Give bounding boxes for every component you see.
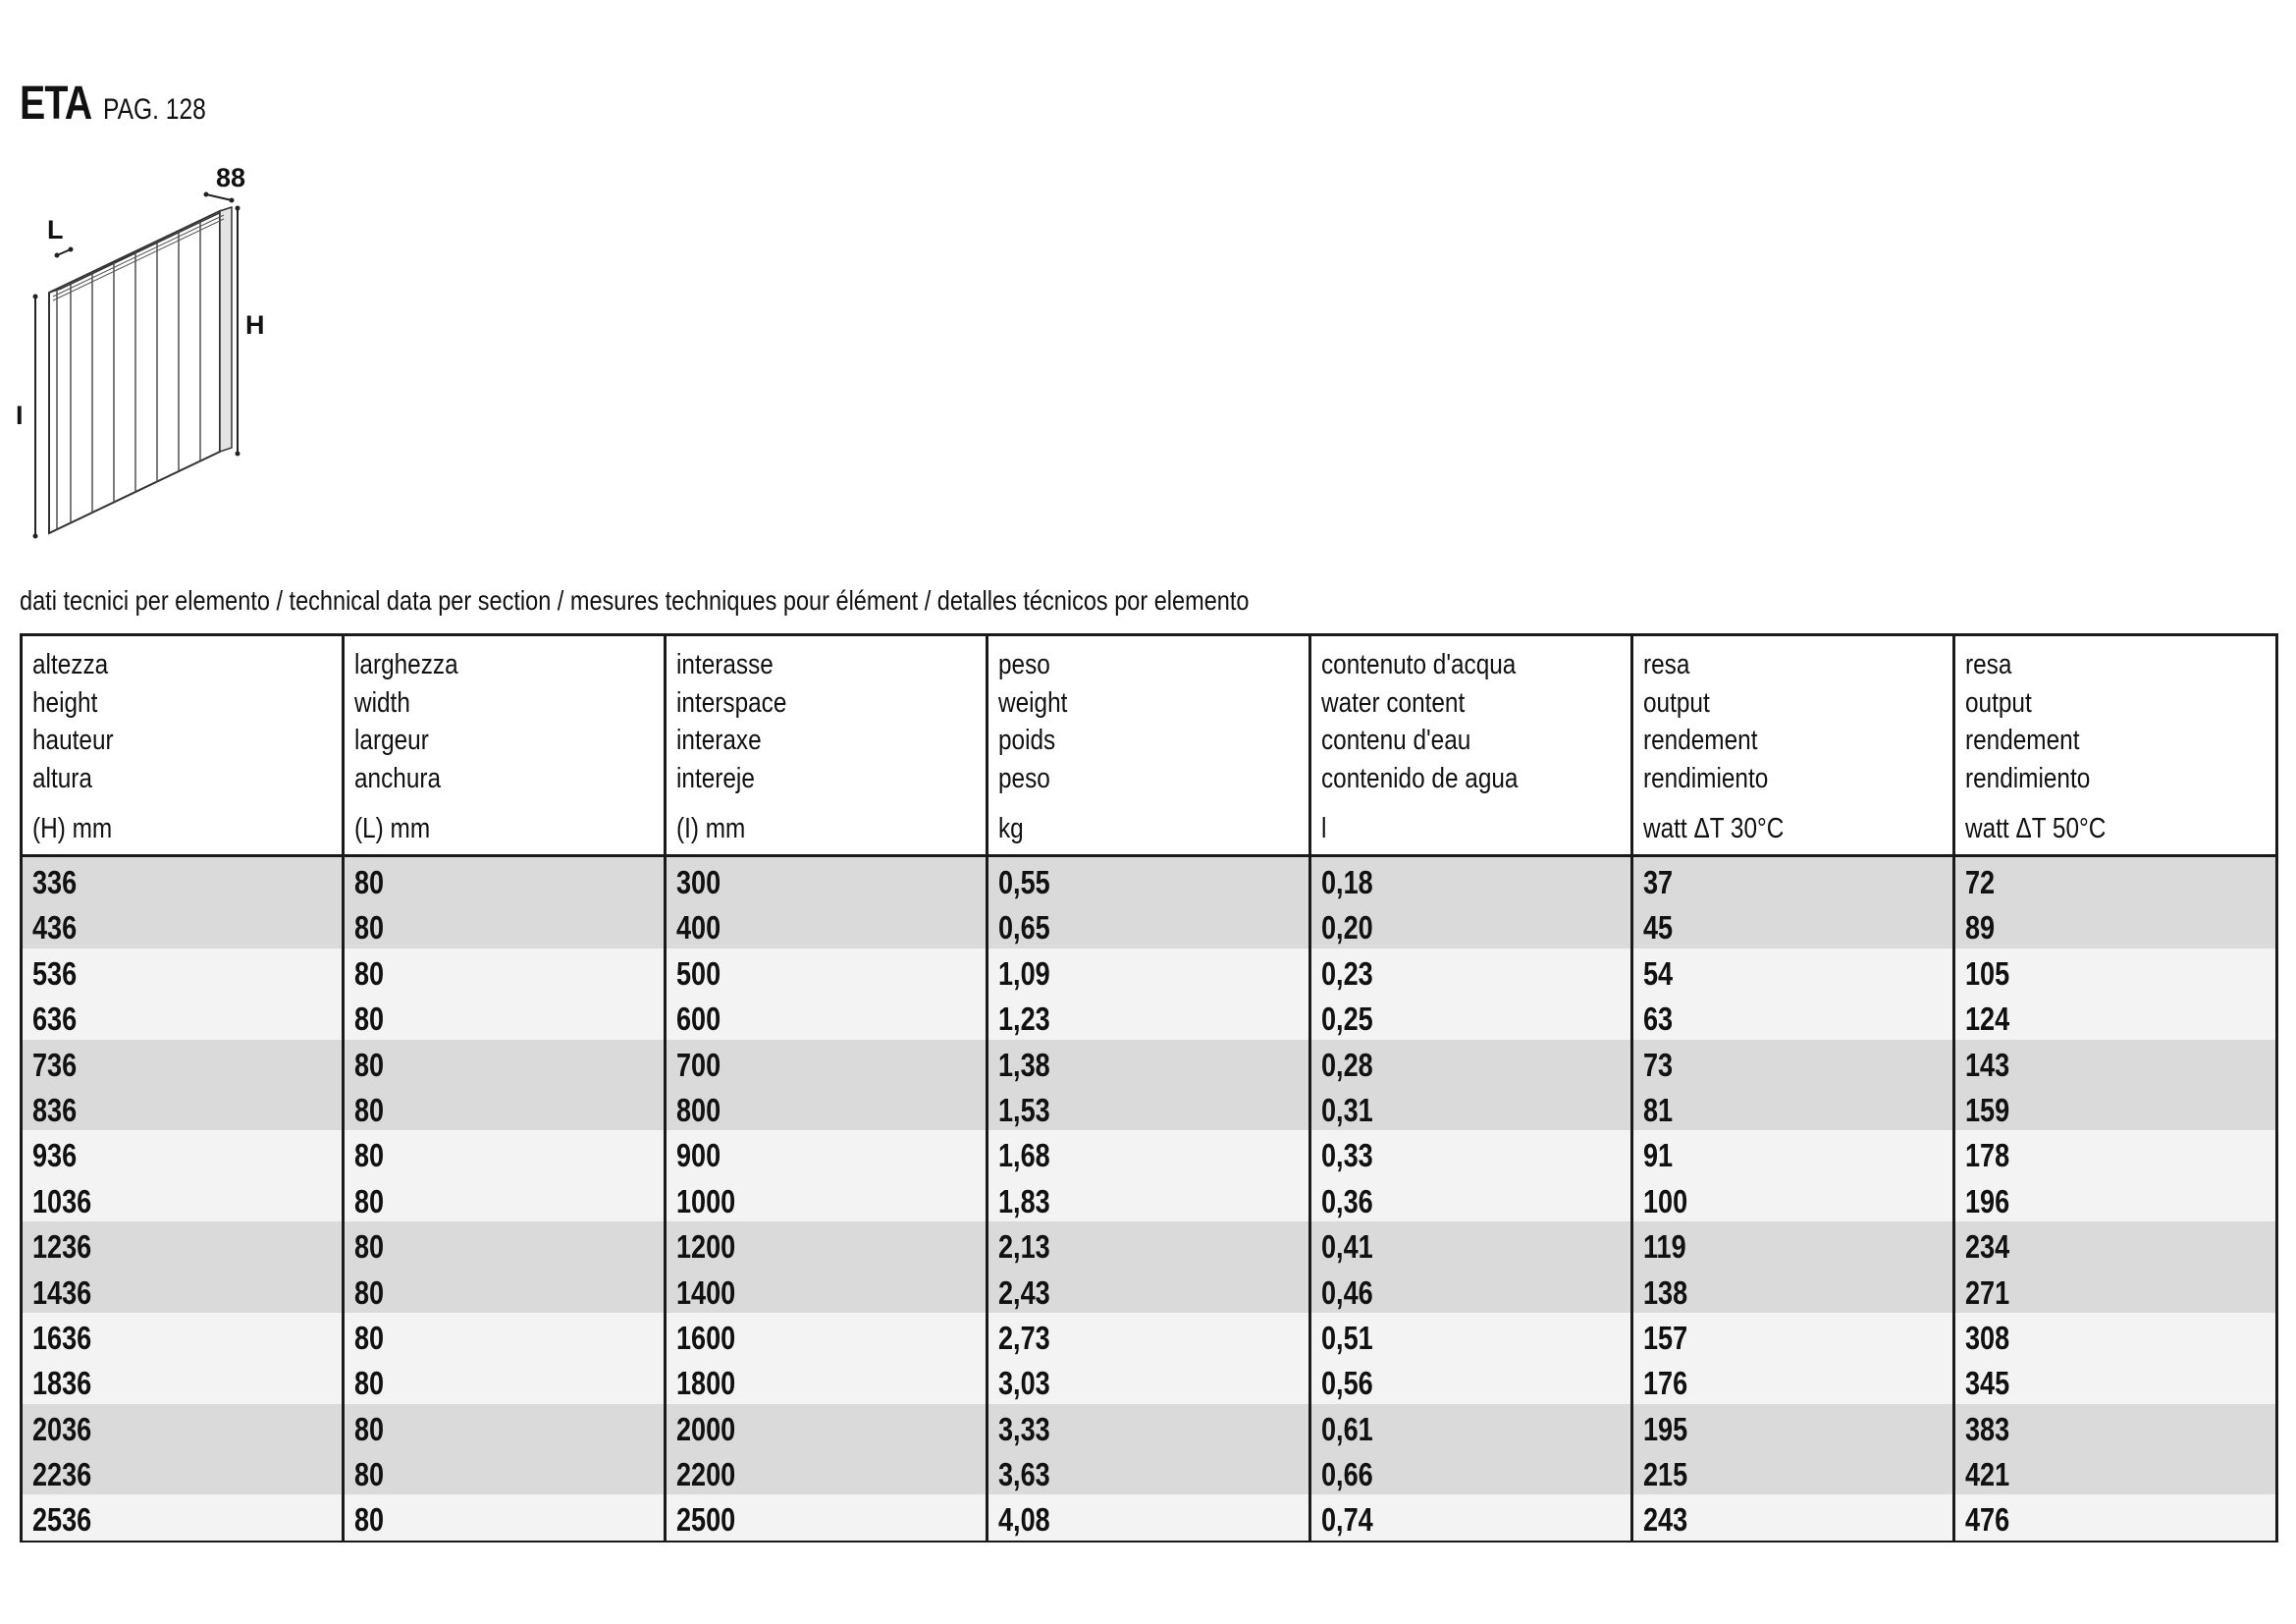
cell-value: 300 bbox=[676, 864, 721, 900]
table-cell bbox=[23, 1085, 345, 1130]
table-row bbox=[23, 1040, 2275, 1085]
cell-value: 1,09 bbox=[998, 954, 1051, 992]
table-cell bbox=[345, 1221, 667, 1267]
cell-value: 400 bbox=[676, 909, 721, 947]
column-header bbox=[1311, 636, 1633, 854]
table-cell bbox=[988, 1358, 1310, 1403]
cell-value: 138 bbox=[1642, 1273, 1687, 1311]
column-header-line: output bbox=[1964, 686, 2032, 719]
cell-value: 80 bbox=[354, 909, 385, 947]
cell-value: 1836 bbox=[32, 1365, 92, 1402]
table-cell bbox=[1311, 1404, 1633, 1449]
column-header-line: contenu d'eau bbox=[1320, 725, 1470, 756]
table-cell bbox=[1311, 902, 1633, 947]
table-cell bbox=[23, 1130, 345, 1175]
column-header-line: contenido de agua bbox=[1320, 762, 1519, 794]
table-cell bbox=[988, 1085, 1310, 1130]
table-cell bbox=[1633, 857, 1955, 902]
cell-value: 1800 bbox=[676, 1365, 736, 1402]
column-header-line: weight bbox=[998, 686, 1068, 719]
cell-value: 80 bbox=[354, 1319, 385, 1356]
table-cell bbox=[667, 1085, 988, 1130]
cell-value: 1400 bbox=[676, 1273, 736, 1311]
column-header-line: anchura bbox=[354, 762, 442, 794]
table-cell bbox=[1633, 1040, 1955, 1085]
table-cell bbox=[23, 1313, 345, 1358]
table-cell bbox=[1955, 1176, 2275, 1221]
cell-value: 0,56 bbox=[1320, 1365, 1373, 1402]
column-header-line: hauteur bbox=[32, 725, 114, 756]
column-header-line: height bbox=[32, 686, 98, 719]
column-header-line: width bbox=[354, 686, 411, 719]
cell-value: 0,28 bbox=[1320, 1046, 1373, 1083]
cell-value: 0,55 bbox=[998, 864, 1051, 900]
table-cell bbox=[988, 1130, 1310, 1175]
column-header-line: contenuto d'acqua bbox=[1320, 649, 1516, 680]
table-cell bbox=[667, 1494, 988, 1540]
column-header-labels bbox=[1321, 646, 1581, 797]
table-row bbox=[23, 1494, 2275, 1540]
table-cell bbox=[1633, 994, 1955, 1039]
cell-value: 105 bbox=[1964, 954, 2009, 992]
table-cell bbox=[667, 948, 988, 994]
cell-value: 143 bbox=[1964, 1046, 2009, 1083]
table-row bbox=[23, 1085, 2275, 1130]
cell-value: 1000 bbox=[676, 1182, 736, 1219]
cell-value: 2500 bbox=[676, 1501, 736, 1539]
cell-value: 3,03 bbox=[998, 1365, 1051, 1402]
column-header-line: altura bbox=[32, 762, 92, 794]
table-cell bbox=[667, 994, 988, 1039]
table-cell bbox=[23, 1176, 345, 1221]
table-cell bbox=[988, 1404, 1310, 1449]
table-cell bbox=[345, 948, 667, 994]
cell-value: 3,33 bbox=[998, 1410, 1051, 1447]
table-cell bbox=[1955, 1085, 2275, 1130]
cell-value: 72 bbox=[1964, 864, 1995, 900]
cell-value: 45 bbox=[1642, 909, 1673, 947]
cell-value: 1600 bbox=[676, 1319, 736, 1356]
cell-value: 195 bbox=[1642, 1410, 1687, 1447]
cell-value: 345 bbox=[1964, 1365, 2009, 1402]
table-cell bbox=[988, 1176, 1310, 1221]
table-cell bbox=[1955, 1268, 2275, 1313]
table-cell bbox=[1311, 1176, 1633, 1221]
table-cell bbox=[1633, 902, 1955, 947]
table-cell bbox=[667, 1358, 988, 1403]
cell-value: 80 bbox=[354, 1501, 385, 1539]
cell-value: 176 bbox=[1642, 1365, 1687, 1402]
table-cell bbox=[988, 994, 1310, 1039]
column-header-line: altezza bbox=[32, 649, 109, 680]
table-cell bbox=[1955, 1313, 2275, 1358]
cell-value: 178 bbox=[1964, 1137, 2009, 1174]
column-unit: watt ΔT 30°C bbox=[1642, 813, 1785, 844]
cell-value: 54 bbox=[1642, 954, 1673, 992]
table-cell bbox=[345, 1040, 667, 1085]
height-label: H bbox=[245, 310, 265, 340]
column-header-line: resa bbox=[1964, 649, 2012, 680]
table-cell bbox=[23, 1221, 345, 1267]
table-cell bbox=[345, 1130, 667, 1175]
table-cell bbox=[1633, 1130, 1955, 1175]
cell-value: 1,23 bbox=[998, 1001, 1051, 1038]
table-cell bbox=[23, 1040, 345, 1085]
table-cell bbox=[23, 1268, 345, 1313]
table-cell bbox=[1955, 948, 2275, 994]
cell-value: 2200 bbox=[676, 1456, 736, 1493]
interaxis-label: I bbox=[16, 401, 24, 430]
column-header-line: largeur bbox=[354, 725, 429, 756]
column-header bbox=[23, 636, 345, 854]
table-cell bbox=[345, 1449, 667, 1494]
cell-value: 243 bbox=[1642, 1501, 1687, 1539]
table-cell bbox=[1311, 1494, 1633, 1540]
table-cell bbox=[988, 1221, 1310, 1267]
cell-value: 1236 bbox=[32, 1228, 92, 1266]
cell-value: 80 bbox=[354, 1273, 385, 1311]
table-row bbox=[23, 1449, 2275, 1494]
table-cell bbox=[667, 1313, 988, 1358]
column-header-line: intereje bbox=[676, 762, 756, 794]
cell-value: 73 bbox=[1642, 1046, 1673, 1083]
table-cell bbox=[1955, 1040, 2275, 1085]
cell-value: 80 bbox=[354, 1410, 385, 1447]
column-unit: watt ΔT 50°C bbox=[1964, 813, 2107, 844]
column-unit: (I) mm bbox=[676, 813, 746, 844]
table-cell bbox=[345, 1085, 667, 1130]
table-cell bbox=[667, 1404, 988, 1449]
cell-value: 0,18 bbox=[1320, 864, 1373, 900]
table-cell bbox=[988, 1449, 1310, 1494]
table-body bbox=[23, 857, 2275, 1540]
cell-value: 2236 bbox=[32, 1456, 92, 1493]
column-header-line: rendement bbox=[1642, 725, 1758, 756]
table-cell bbox=[988, 948, 1310, 994]
column-unit: (H) mm bbox=[32, 813, 113, 844]
cell-value: 1,53 bbox=[998, 1091, 1051, 1128]
cell-value: 900 bbox=[676, 1137, 721, 1174]
cell-value: 0,36 bbox=[1320, 1182, 1373, 1219]
column-unit: l bbox=[1320, 813, 1326, 844]
table-cell bbox=[1633, 1449, 1955, 1494]
product-title: ETA bbox=[20, 78, 92, 130]
table-cell bbox=[345, 1358, 667, 1403]
table-cell bbox=[1633, 1494, 1955, 1540]
cell-value: 636 bbox=[32, 1001, 78, 1038]
cell-value: 936 bbox=[32, 1137, 78, 1174]
cell-value: 80 bbox=[354, 1046, 385, 1083]
table-cell bbox=[1955, 994, 2275, 1039]
cell-value: 383 bbox=[1964, 1410, 2009, 1447]
table-cell bbox=[1955, 1221, 2275, 1267]
cell-value: 600 bbox=[676, 1001, 721, 1038]
table-cell bbox=[1633, 1221, 1955, 1267]
cell-value: 0,31 bbox=[1320, 1091, 1373, 1128]
cell-value: 234 bbox=[1964, 1228, 2009, 1266]
column-header-line: interaxe bbox=[676, 725, 762, 756]
cell-value: 0,33 bbox=[1320, 1137, 1373, 1174]
table-cell bbox=[345, 1313, 667, 1358]
page-reference: PAG. 128 bbox=[103, 93, 207, 126]
column-header-line: water content bbox=[1320, 686, 1465, 719]
table-cell bbox=[23, 994, 345, 1039]
cell-value: 308 bbox=[1964, 1319, 2009, 1356]
table-caption: dati tecnici per elemento / technical data per section / mesures techniques pour élément / detalles técnicos por elemento bbox=[20, 585, 1250, 616]
cell-value: 80 bbox=[354, 1001, 385, 1038]
cell-value: 80 bbox=[354, 1228, 385, 1266]
table-cell bbox=[1311, 1358, 1633, 1403]
cell-value: 2,73 bbox=[998, 1319, 1051, 1356]
table-cell bbox=[1955, 1494, 2275, 1540]
table-cell bbox=[1955, 1449, 2275, 1494]
table-cell bbox=[1955, 857, 2275, 902]
cell-value: 124 bbox=[1964, 1001, 2009, 1038]
column-header-line: rendimiento bbox=[1642, 762, 1768, 794]
cell-value: 119 bbox=[1642, 1228, 1686, 1266]
cell-value: 2,13 bbox=[998, 1228, 1051, 1266]
column-header-line: larghezza bbox=[354, 649, 458, 680]
cell-value: 80 bbox=[354, 1137, 385, 1174]
cell-value: 736 bbox=[32, 1046, 78, 1083]
cell-value: 800 bbox=[676, 1091, 721, 1128]
column-unit: (L) mm bbox=[354, 813, 431, 844]
cell-value: 37 bbox=[1642, 864, 1673, 900]
table-cell bbox=[1633, 1176, 1955, 1221]
column-header-line: interasse bbox=[676, 649, 774, 680]
column-header-line: peso bbox=[998, 649, 1051, 680]
cell-value: 271 bbox=[1964, 1273, 2009, 1311]
cell-value: 0,41 bbox=[1320, 1228, 1373, 1266]
table-cell bbox=[667, 1040, 988, 1085]
table-cell bbox=[1633, 1358, 1955, 1403]
cell-value: 215 bbox=[1642, 1456, 1687, 1493]
table-row bbox=[23, 1313, 2275, 1358]
column-header bbox=[345, 636, 667, 854]
table-cell bbox=[1311, 1130, 1633, 1175]
table-row bbox=[23, 1130, 2275, 1175]
cell-value: 80 bbox=[354, 864, 385, 900]
column-header bbox=[988, 636, 1310, 854]
table-cell bbox=[1311, 1221, 1633, 1267]
table-cell bbox=[23, 1358, 345, 1403]
table-cell bbox=[988, 1494, 1310, 1540]
cell-value: 0,23 bbox=[1320, 954, 1373, 992]
table-cell bbox=[1311, 857, 1633, 902]
depth-label: 88 bbox=[216, 163, 246, 192]
cell-value: 159 bbox=[1964, 1091, 2009, 1128]
table-row bbox=[23, 1176, 2275, 1221]
column-header bbox=[1633, 636, 1955, 854]
column-header-line: output bbox=[1642, 686, 1710, 719]
table-cell bbox=[1633, 1313, 1955, 1358]
table-cell bbox=[667, 1221, 988, 1267]
table-cell bbox=[1311, 1085, 1633, 1130]
table-cell bbox=[667, 857, 988, 902]
column-header-labels bbox=[354, 646, 614, 797]
cell-value: 336 bbox=[32, 864, 78, 900]
table-cell bbox=[1311, 1268, 1633, 1313]
column-header-labels bbox=[32, 646, 293, 797]
table-cell bbox=[345, 994, 667, 1039]
cell-value: 63 bbox=[1642, 1001, 1673, 1038]
table-cell bbox=[1955, 1404, 2275, 1449]
column-header-line: interspace bbox=[676, 686, 787, 719]
cell-value: 0,74 bbox=[1320, 1501, 1373, 1539]
cell-value: 3,63 bbox=[998, 1456, 1051, 1493]
cell-value: 1636 bbox=[32, 1319, 92, 1356]
cell-value: 536 bbox=[32, 954, 78, 992]
table-cell bbox=[988, 1268, 1310, 1313]
cell-value: 1,38 bbox=[998, 1046, 1051, 1083]
table-cell bbox=[345, 1494, 667, 1540]
table-cell bbox=[23, 1494, 345, 1540]
cell-value: 100 bbox=[1642, 1182, 1687, 1219]
table-cell bbox=[1311, 1449, 1633, 1494]
table-cell bbox=[1955, 1130, 2275, 1175]
table-cell bbox=[345, 857, 667, 902]
radiator-dimension-diagram bbox=[14, 157, 279, 574]
cell-value: 500 bbox=[676, 954, 721, 992]
table-row bbox=[23, 1221, 2275, 1267]
table-cell bbox=[1955, 902, 2275, 947]
table-row bbox=[23, 857, 2275, 902]
cell-value: 196 bbox=[1964, 1182, 2009, 1219]
table-cell bbox=[23, 948, 345, 994]
cell-value: 89 bbox=[1964, 909, 1995, 947]
table-cell bbox=[23, 857, 345, 902]
cell-value: 2536 bbox=[32, 1501, 92, 1539]
cell-value: 80 bbox=[354, 1182, 385, 1219]
cell-value: 2000 bbox=[676, 1410, 736, 1447]
cell-value: 0,46 bbox=[1320, 1273, 1373, 1311]
table-row bbox=[23, 948, 2275, 994]
technical-data-table bbox=[20, 633, 2278, 1543]
table-cell bbox=[988, 857, 1310, 902]
table-cell bbox=[1633, 1404, 1955, 1449]
cell-value: 436 bbox=[32, 909, 78, 947]
cell-value: 157 bbox=[1642, 1319, 1687, 1356]
table-cell bbox=[988, 902, 1310, 947]
column-header bbox=[667, 636, 988, 854]
cell-value: 0,25 bbox=[1320, 1001, 1373, 1038]
table-cell bbox=[1311, 994, 1633, 1039]
table-cell bbox=[345, 1404, 667, 1449]
column-header-line: rendimiento bbox=[1964, 762, 2091, 794]
table-cell bbox=[345, 1176, 667, 1221]
cell-value: 1,68 bbox=[998, 1137, 1051, 1174]
table-cell bbox=[988, 1040, 1310, 1085]
table-cell bbox=[1633, 1268, 1955, 1313]
column-header-line: poids bbox=[998, 725, 1056, 756]
column-header-line: resa bbox=[1642, 649, 1690, 680]
table-cell bbox=[1633, 948, 1955, 994]
table-cell bbox=[667, 1268, 988, 1313]
cell-value: 2036 bbox=[32, 1410, 92, 1447]
page-header bbox=[20, 77, 233, 131]
cell-value: 4,08 bbox=[998, 1501, 1051, 1539]
table-row bbox=[23, 1358, 2275, 1403]
cell-value: 91 bbox=[1642, 1137, 1673, 1174]
cell-value: 2,43 bbox=[998, 1273, 1051, 1311]
column-unit: kg bbox=[998, 813, 1025, 844]
table-cell bbox=[23, 1404, 345, 1449]
cell-value: 0,65 bbox=[998, 909, 1051, 947]
column-header-labels bbox=[676, 646, 936, 797]
table-cell bbox=[667, 902, 988, 947]
table-header bbox=[23, 636, 2275, 857]
table-cell bbox=[345, 902, 667, 947]
width-label: L bbox=[47, 215, 64, 244]
column-header-labels bbox=[998, 646, 1258, 797]
table-cell bbox=[1311, 1040, 1633, 1085]
cell-value: 81 bbox=[1642, 1091, 1673, 1128]
cell-value: 1200 bbox=[676, 1228, 736, 1266]
cell-value: 1436 bbox=[32, 1273, 92, 1311]
table-row bbox=[23, 1404, 2275, 1449]
table-cell bbox=[988, 1313, 1310, 1358]
cell-value: 1,83 bbox=[998, 1182, 1051, 1219]
table-cell bbox=[1311, 1313, 1633, 1358]
table-row bbox=[23, 902, 2275, 947]
cell-value: 836 bbox=[32, 1091, 78, 1128]
cell-value: 1036 bbox=[32, 1182, 92, 1219]
column-header-labels bbox=[1965, 646, 2226, 797]
cell-value: 476 bbox=[1964, 1501, 2009, 1539]
table-cell bbox=[667, 1449, 988, 1494]
table-cell bbox=[1633, 1085, 1955, 1130]
cell-value: 80 bbox=[354, 1091, 385, 1128]
cell-value: 80 bbox=[354, 954, 385, 992]
column-header bbox=[1955, 636, 2275, 854]
table-cell bbox=[667, 1130, 988, 1175]
table-cell bbox=[23, 1449, 345, 1494]
cell-value: 80 bbox=[354, 1456, 385, 1493]
table-cell bbox=[23, 902, 345, 947]
cell-value: 421 bbox=[1964, 1456, 2009, 1493]
table-cell bbox=[1311, 948, 1633, 994]
column-header-line: rendement bbox=[1964, 725, 2080, 756]
table-row bbox=[23, 1268, 2275, 1313]
cell-value: 700 bbox=[676, 1046, 721, 1083]
table-row bbox=[23, 994, 2275, 1039]
cell-value: 0,51 bbox=[1320, 1319, 1373, 1356]
cell-value: 0,61 bbox=[1320, 1410, 1373, 1447]
table-cell bbox=[667, 1176, 988, 1221]
cell-value: 0,20 bbox=[1320, 909, 1373, 947]
cell-value: 80 bbox=[354, 1365, 385, 1402]
table-cell bbox=[1955, 1358, 2275, 1403]
cell-value: 0,66 bbox=[1320, 1456, 1373, 1493]
table-cell bbox=[345, 1268, 667, 1313]
column-header-labels bbox=[1643, 646, 1903, 797]
column-header-line: peso bbox=[998, 762, 1051, 794]
